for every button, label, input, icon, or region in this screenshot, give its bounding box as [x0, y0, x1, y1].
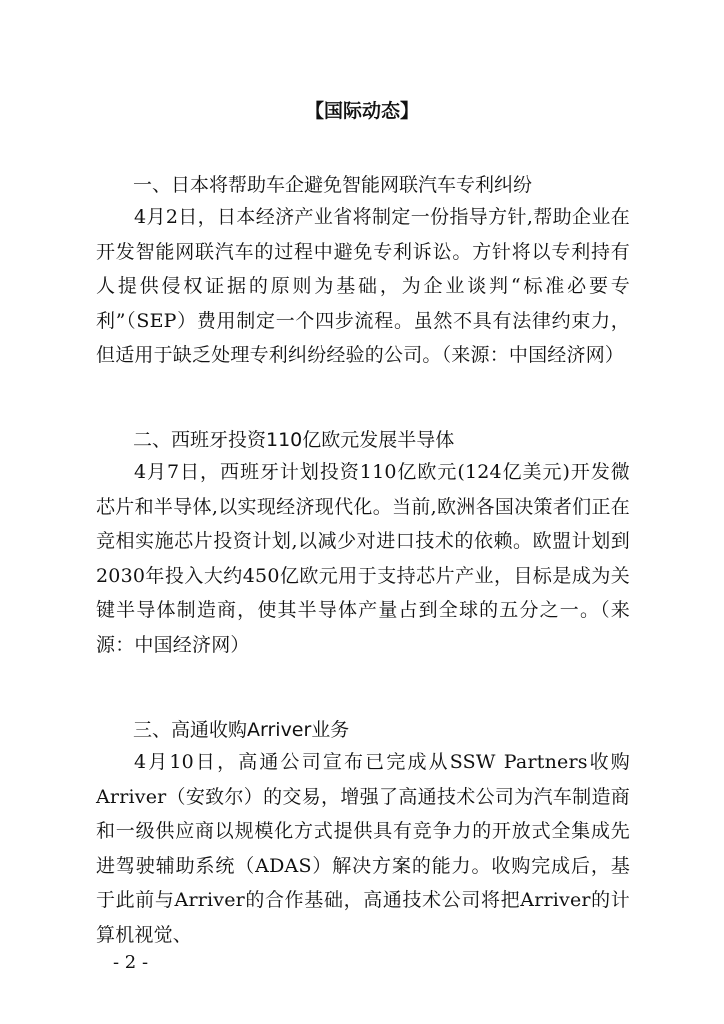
article-1-body: 4月2日，日本经济产业省将制定一份指导方针,帮助企业在开发智能网联汽车的过程中避免专利诉讼。方针将以专利持有人提供侵权证据的原则为基础，为企业谈判“标准必要专利”（SEP）费用制定一个四步流程。虽然不具有法律约束力，但适用于缺乏处理专利纠纷经验的公司。（来源：中国经济网）: [96, 206, 630, 366]
article-2-body: 4月7日，西班牙计划投资110亿欧元(124亿美元)开发微芯片和半导体,以实现经济现代化。当前,欧洲各国决策者们正在竞相实施芯片投资计划,以减少对进口技术的依赖。欧盟计划到2030年投入大约450亿欧元用于支持芯片产业，目标是成为关键半导体制造商，使其半导体产量占到全球的五分之一。（来源：中国经济网）: [96, 461, 630, 656]
article-3-heading: 三、高通收购Arriver业务: [133, 719, 350, 741]
section-header: 【国际动态】: [304, 100, 419, 122]
page-number: - 2 -: [113, 952, 149, 973]
article-3-body: 4月10日，高通公司宣布已完成从SSW Partners收购Arriver（安致尔）的交易，增强了高通技术公司为汽车制造商和一级供应商以规模化方式提供具有竞争力的开放式全集成先进驾驶辅助系统（ADAS）解决方案的能力。收购完成后，基于此前与Arriver的合作基础，高通技术公司将把Arriver的计算机视觉、: [96, 751, 630, 946]
article-2-heading: 二、西班牙投资110亿欧元发展半导体: [133, 429, 455, 451]
article-1-heading: 一、日本将帮助车企避免智能网联汽车专利纠纷: [133, 174, 533, 196]
